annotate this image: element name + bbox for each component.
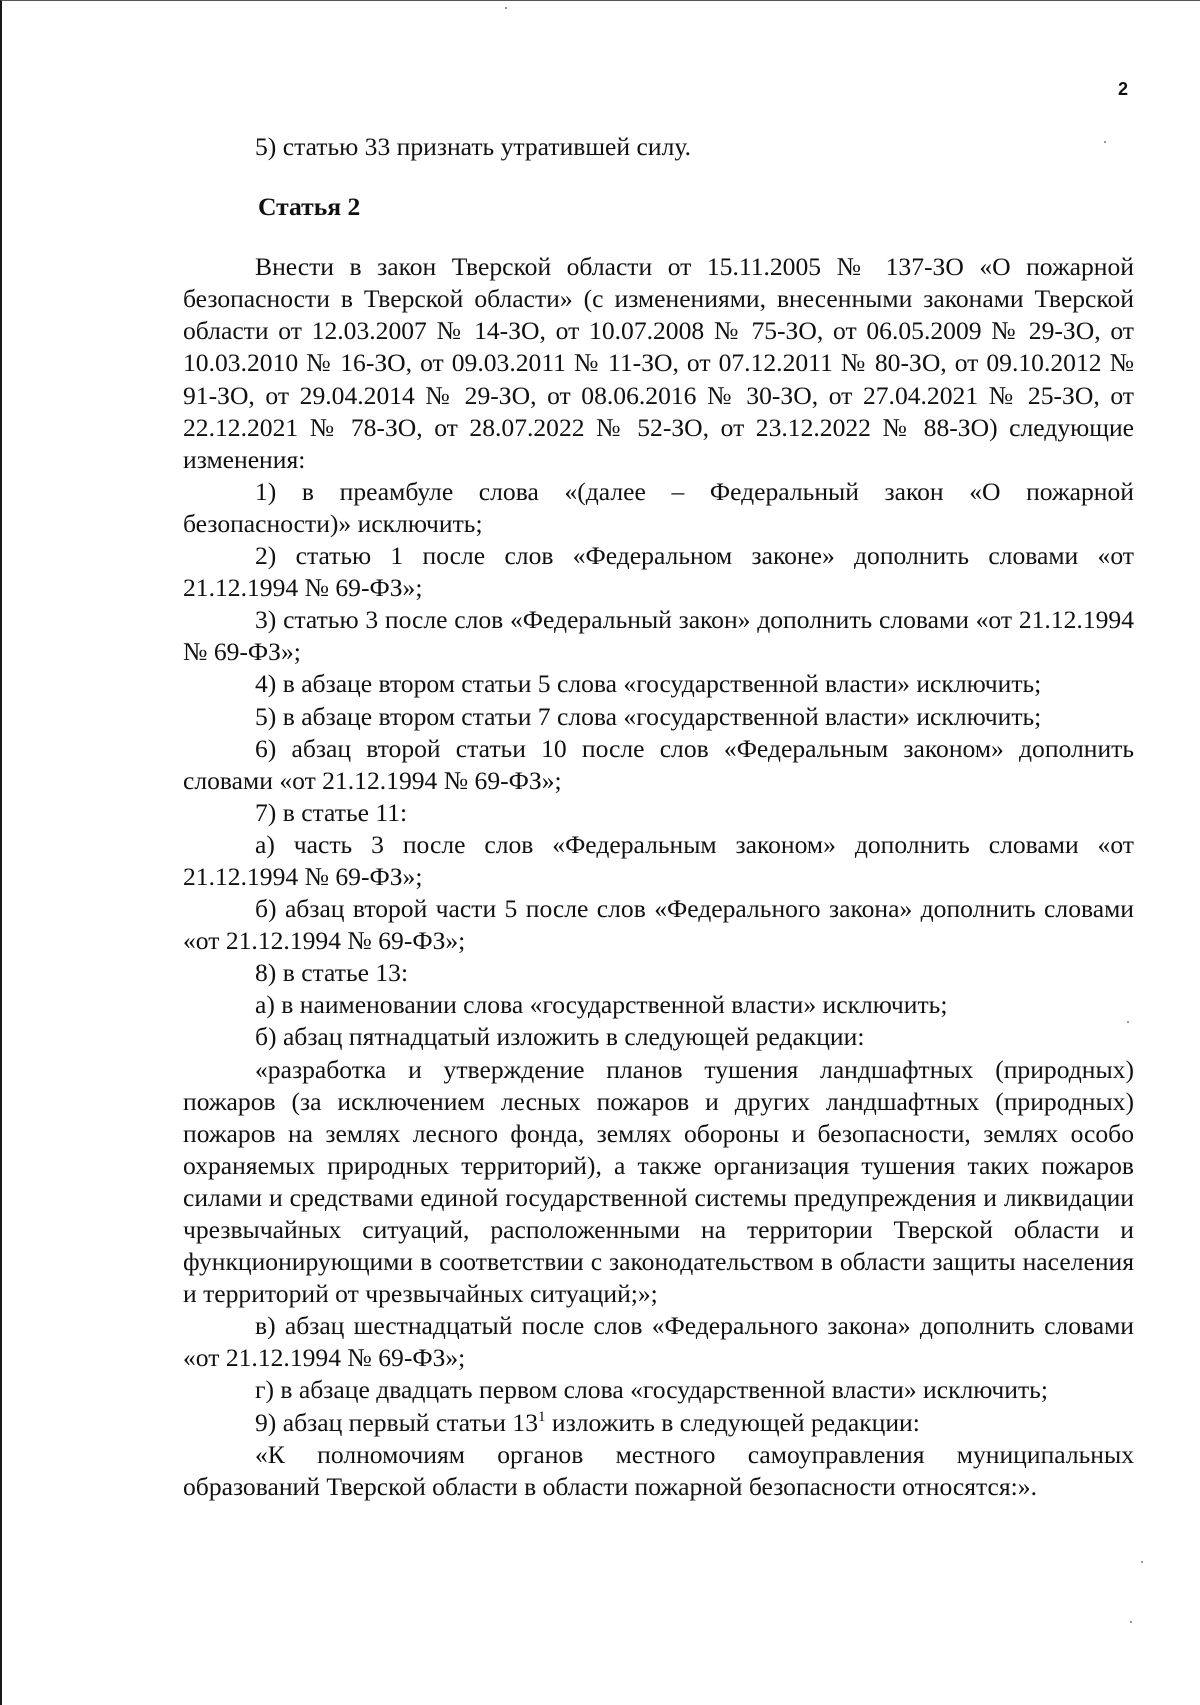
item-9-quote: «К полномочиям органов местного самоуправления муниципальных образований Тверской области в области пожарной безопасности относятся:». — [183, 1439, 1134, 1501]
item-8v: в) абзац шестнадцатый после слов «Федерального закона» дополнить словами «от 21.12.1994 № 69-ФЗ»; — [183, 1311, 1134, 1373]
article-2-intro: Внести в закон Тверской области от 15.11.2005 № 137-ЗО «О пожарной безопасности в Тверской области» (с изменениями, внесенными законами Тверской области от 12.03.2007 № 14-ЗО, от 10.07.2008 № 75-ЗО, от 06.05.2009 № 29-ЗО, от 10.03.2010 № 16-ЗО, от 09.03.2011 № 11-ЗО, от 07.12.2011 № 80-ЗО, от 09.10.2012 № 91-ЗО, от 29.04.2014 № 29-ЗО, от 08.06.2016 № 30-ЗО, от 27.04.2021 № 25-ЗО, от 22.12.2021 № 78-ЗО, от 28.07.2022 № 52-ЗО, от 23.12.2022 № 88-ЗО) следующие изменения: — [183, 252, 1134, 474]
item-8g: г) в абзаце двадцать первом слова «государственной власти» исключить; — [255, 1375, 1048, 1405]
item-4: 4) в абзаце втором статьи 5 слова «государственной власти» исключить; — [255, 669, 1042, 699]
item-8b-quote: «разработка и утверждение планов тушения ландшафтных (природных) пожаров (за исключением лесных пожаров и других ландшафтных (природных) пожаров на землях лесного фонда, землях обороны и безопасности, землях особо охраняемых природных территорий), а также организация тушения таких пожаров силами и средствами единой государственной системы предупреждения и ликвидации чрезвычайных ситуаций, расположенными на территории Тверской области и функционирующими в соответствии с законодательством в области защиты населения и территорий от чрезвычайных ситуаций;»; — [183, 1054, 1134, 1309]
scan-speck — [1104, 141, 1106, 143]
scan-speck — [1130, 1621, 1132, 1623]
item-7b: б) абзац второй части 5 после слов «Федерального закона» дополнить словами «от 21.12.1994 № 69-ФЗ»; — [183, 894, 1134, 956]
item-6: 6) абзац второй статьи 10 после слов «Федеральным законом» дополнить словами «от 21.12.1994 № 69-ФЗ»; — [183, 733, 1134, 795]
article-2-heading: Статья 2 — [258, 192, 361, 222]
item-7a: а) часть 3 после слов «Федеральным законом» дополнить словами «от 21.12.1994 № 69-ФЗ»; — [183, 829, 1134, 891]
item-9-text-start: 9) абзац первый статьи 13 — [255, 1407, 538, 1437]
item-8b: б) абзац пятнадцатый изложить в следующей редакции: — [255, 1022, 865, 1052]
scan-speck — [1127, 1021, 1129, 1023]
item-9-text-end: изложить в следующей редакции: — [545, 1407, 920, 1437]
item-8a: а) в наименовании слова «государственной власти» исключить; — [255, 990, 948, 1020]
document-body — [183, 131, 1134, 1503]
item-3: 3) статью 3 после слов «Федеральный закон» дополнить словами «от 21.12.1994 № 69-ФЗ»; — [183, 605, 1134, 667]
item-1: 1) в преамбуле слова «(далее – Федеральный закон «О пожарной безопасности)» исключить; — [183, 476, 1134, 538]
item-5-paragraph: 5) статью 33 признать утратившей силу. — [255, 132, 691, 161]
item-5: 5) в абзаце втором статьи 7 слова «государственной власти» исключить; — [255, 701, 1042, 731]
item-8: 8) в статье 13: — [255, 958, 409, 988]
item-9 — [183, 1407, 1134, 1439]
scan-speck — [505, 7, 507, 9]
item-7: 7) в статье 11: — [255, 797, 408, 827]
item-9-superscript: 1 — [538, 1408, 546, 1425]
scan-speck — [1141, 1561, 1143, 1563]
item-2: 2) статью 1 после слов «Федеральном законе» дополнить словами «от 21.12.1994 № 69-ФЗ»; — [183, 541, 1134, 603]
page-number: 2 — [1118, 79, 1129, 99]
